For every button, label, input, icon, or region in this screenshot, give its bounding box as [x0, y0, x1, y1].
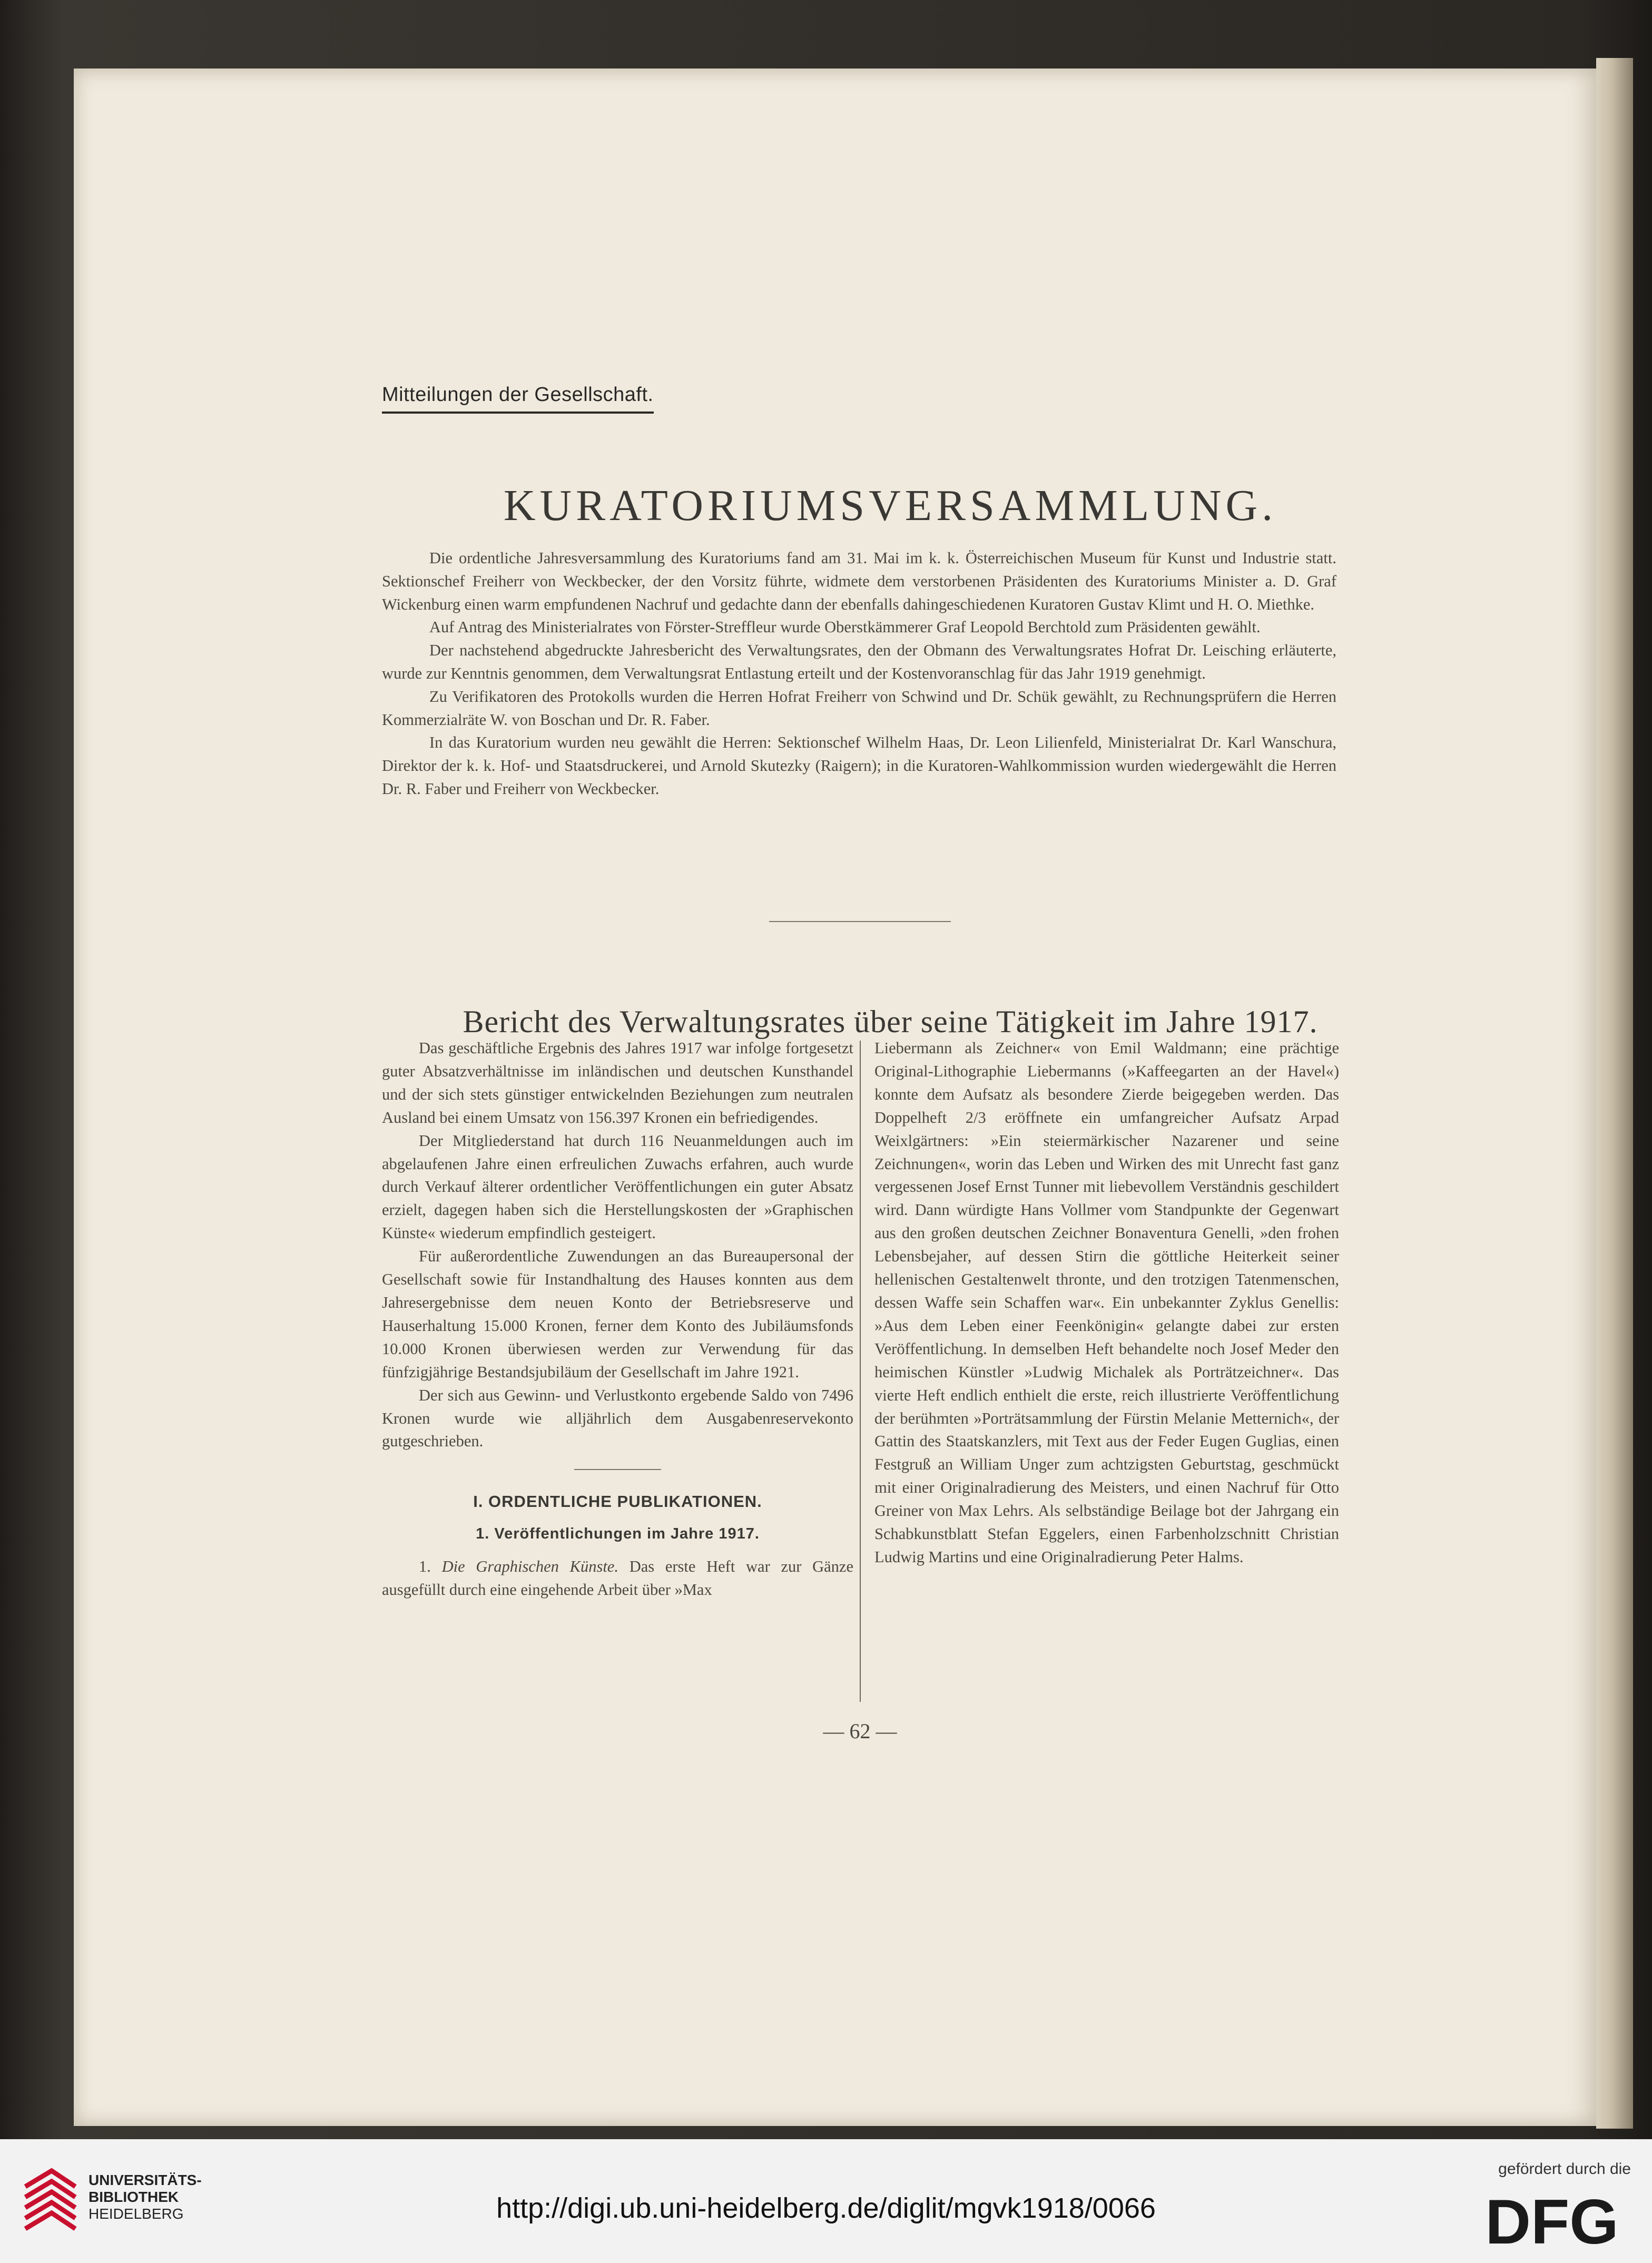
column-rule [860, 1041, 861, 1702]
main-title: KURATORIUMSVERSAMMLUNG. [503, 481, 1277, 531]
item-number: 1. [419, 1557, 431, 1576]
subsection-heading: 1. Veröffentlichungen im Jahre 1917. [476, 1525, 760, 1543]
section-header: Mitteilungen der Gesellschaft. [382, 384, 654, 414]
right-column [874, 1037, 1339, 1569]
body-paragraph: Der sich aus Gewinn- und Verlustkonto ergebende Saldo von 7496 Kronen wurde wie alljährlich dem Ausgabenreservekonto gutgeschrieben. [382, 1386, 853, 1451]
intro-paragraph: Auf Antrag des Ministerialrates von Förster-Streffleur wurde Oberstkämmerer Graf Leopold Berchtold zum Präsidenten gewählt. [429, 618, 1261, 636]
funding-note: gefördert durch die [1498, 2160, 1631, 2178]
body-text: Das erste Heft war zur Gänze ausgefüllt durch eine eingehende Arbeit über »Max [382, 1557, 854, 1599]
report-title: Bericht des Verwaltungsrates über seine Tätigkeit im Jahre 1917. [463, 1004, 1318, 1039]
library-name-line: BIBLIOTHEK [88, 2189, 179, 2205]
body-paragraph: Der Mitgliederstand hat durch 116 Neuanmeldungen auch im abgelaufenen Jahre einen erfreulichen Zuwachs erfahren, auch wurde durch Verkauf älterer ordentlicher Veröffentlichungen ein guter Absatz erzielt, dagegen haben sich die Herstellungskosten der »Graphischen Künste« wiederum empfindlich gesteigert. [382, 1131, 853, 1242]
intro-paragraph: Die ordentliche Jahresversammlung des Kuratoriums fand am 31. Mai im k. k. Österreichischen Museum für Kunst und Industrie statt. Sektionschef Freiherr von Weckbecker, der den Vorsitz führte, widmete dem verstorbenen Präsidenten des Kuratoriums Minister a. D. Graf Wickenburg einen warm empfundenen Nachruf und gedachte dann der ebenfalls dahingeschiedenen Kuratoren Gustav Klimt und H. O. Miethke. [382, 549, 1336, 613]
body-paragraph [382, 1555, 853, 1602]
body-paragraph: Das geschäftliche Ergebnis des Jahres 1917 war infolge fortgesetzt guter Absatzverhältnisse im inländischen und deutschen Kunsthandel und der sich stets günstiger entwickelnden Beziehungen zum neutralen Ausland bei einem Umsatz von 156.397 Kronen ein befriedigendes. [382, 1039, 853, 1126]
publication-title: Die Graphischen Künste. [441, 1557, 618, 1576]
library-name-line: HEIDELBERG [88, 2206, 184, 2222]
intro-paragraph: Zu Verifikatoren des Protokolls wurden die Herren Hofrat Freiherr von Schwind und Dr. Schük gewählt, zu Rechnungsprüfern die Herren Kommerzialräte W. von Boschan und Dr. R. Faber. [382, 687, 1336, 729]
divider [574, 1469, 661, 1470]
intro-paragraph: In das Kuratorium wurden neu gewählt die Herren: Sektionschef Wilhelm Haas, Dr. Leon Lilienfeld, Ministerialrat Dr. Karl Wanschura, Direktor der k. k. Hof- und Staatsdruckerei, und Arnold Skutezky (Raigern); in die Kuratoren-Wahlkommission wurden wiedergewählt die Herren Dr. R. Faber und Freiherr von Weckbecker. [382, 733, 1336, 798]
intro-text [382, 547, 1336, 801]
body-paragraph: Liebermann als Zeichner« von Emil Waldmann; eine prächtige Original-Lithographie Liebermanns (»Kaffeegarten an der Havel«) konnte dem Aufsatz als besondere Zierde beigegeben werden. Das Doppelheft 2/3 eröffnete ein umfangreicher Aufsatz Arpad Weixlgärtners: »Ein steiermärkischer Nazarener und seine Zeichnungen«, worin das Leben und Wirken des mit Unrecht fast ganz vergessenen Josef Ernst Tunner mit liebevollem Verständnis geschildert wird. Dann würdigte Hans Vollmer vom Standpunkte der Gegenwart aus den großen deutschen Zeichner Bonaventura Genelli, »den frohen Lebensbejaher, auf dessen Stirn die göttliche Heiterkeit seiner hellenischen Gestaltenwelt thronte, und den trotzigen Tatenmenschen, dessen Waffe sein Schaffen war«. Ein unbekannter Zyklus Genellis: »Aus dem Leben einer Feenkönigin« gelangte dabei zur ersten Veröffentlichung. In demselben Heft behandelte noch Josef Meder den heimischen Künstler »Ludwig Michalek als Porträtzeichner«. Das vierte Heft endlich enthielt die erste, reich illustrierte Veröffentlichung der berühmten »Porträtsammlung der Fürstin Melanie Metternich«, der Gattin des Staatskanzlers, mit Text aus der Feder Eugen Guglias, einen Festgruß an William Unger zum achtzigsten Geburtstag, geschmückt mit einer Originalradierung des Meisters, und einen Nachruf für Otto Greiner von Max Lehrs. Als selbständige Beilage bot der Jahrgang ein Schabkunstblatt Stefan Eggelers, einen Farbenholzschnitt Christian Ludwig Martins und eine Originalradierung Peter Halms. [874, 1039, 1339, 1566]
body-paragraph: Für außerordentliche Zuwendungen an das Bureaupersonal der Gesellschaft sowie für Instandhaltung des Hauses konnten aus dem Jahresergebnisse dem neuen Konto der Betriebsreserve und Hauserhaltung 15.000 Kronen, ferner dem Konto des Jubiläumsfonds 10.000 Kronen überwiesen werden zur Verwendung für das fünfzigjährige Bestandsjubiläum der Gesellschaft im Jahre 1921. [382, 1247, 853, 1381]
library-name-line: UNIVERSITÄTS- [88, 2172, 202, 2188]
dfg-logo-text: DFG [1485, 2192, 1619, 2250]
left-column [382, 1037, 853, 1602]
page-edge [1596, 58, 1633, 2129]
intro-paragraph: Der nachstehend abgedruckte Jahresbericht des Verwaltungsrates, den der Obmann des Verwaltungsrates Hofrat Dr. Leisching erläuterte, wurde zur Kenntnis genommen, dem Verwaltungsrat Entlastung erteilt und der Kostenvoranschlag für das Jahr 1919 genehmigt. [382, 641, 1336, 682]
section-heading: I. ORDENTLICHE PUBLIKATIONEN. [473, 1492, 762, 1511]
viewer-footer [0, 2139, 1652, 2263]
permalink[interactable]: http://digi.ub.uni-heidelberg.de/diglit/mgvk1918/0066 [496, 2192, 1156, 2224]
divider [769, 921, 951, 922]
dfg-logo-icon [1473, 2192, 1631, 2250]
page-number: — 62 — [823, 1719, 897, 1743]
